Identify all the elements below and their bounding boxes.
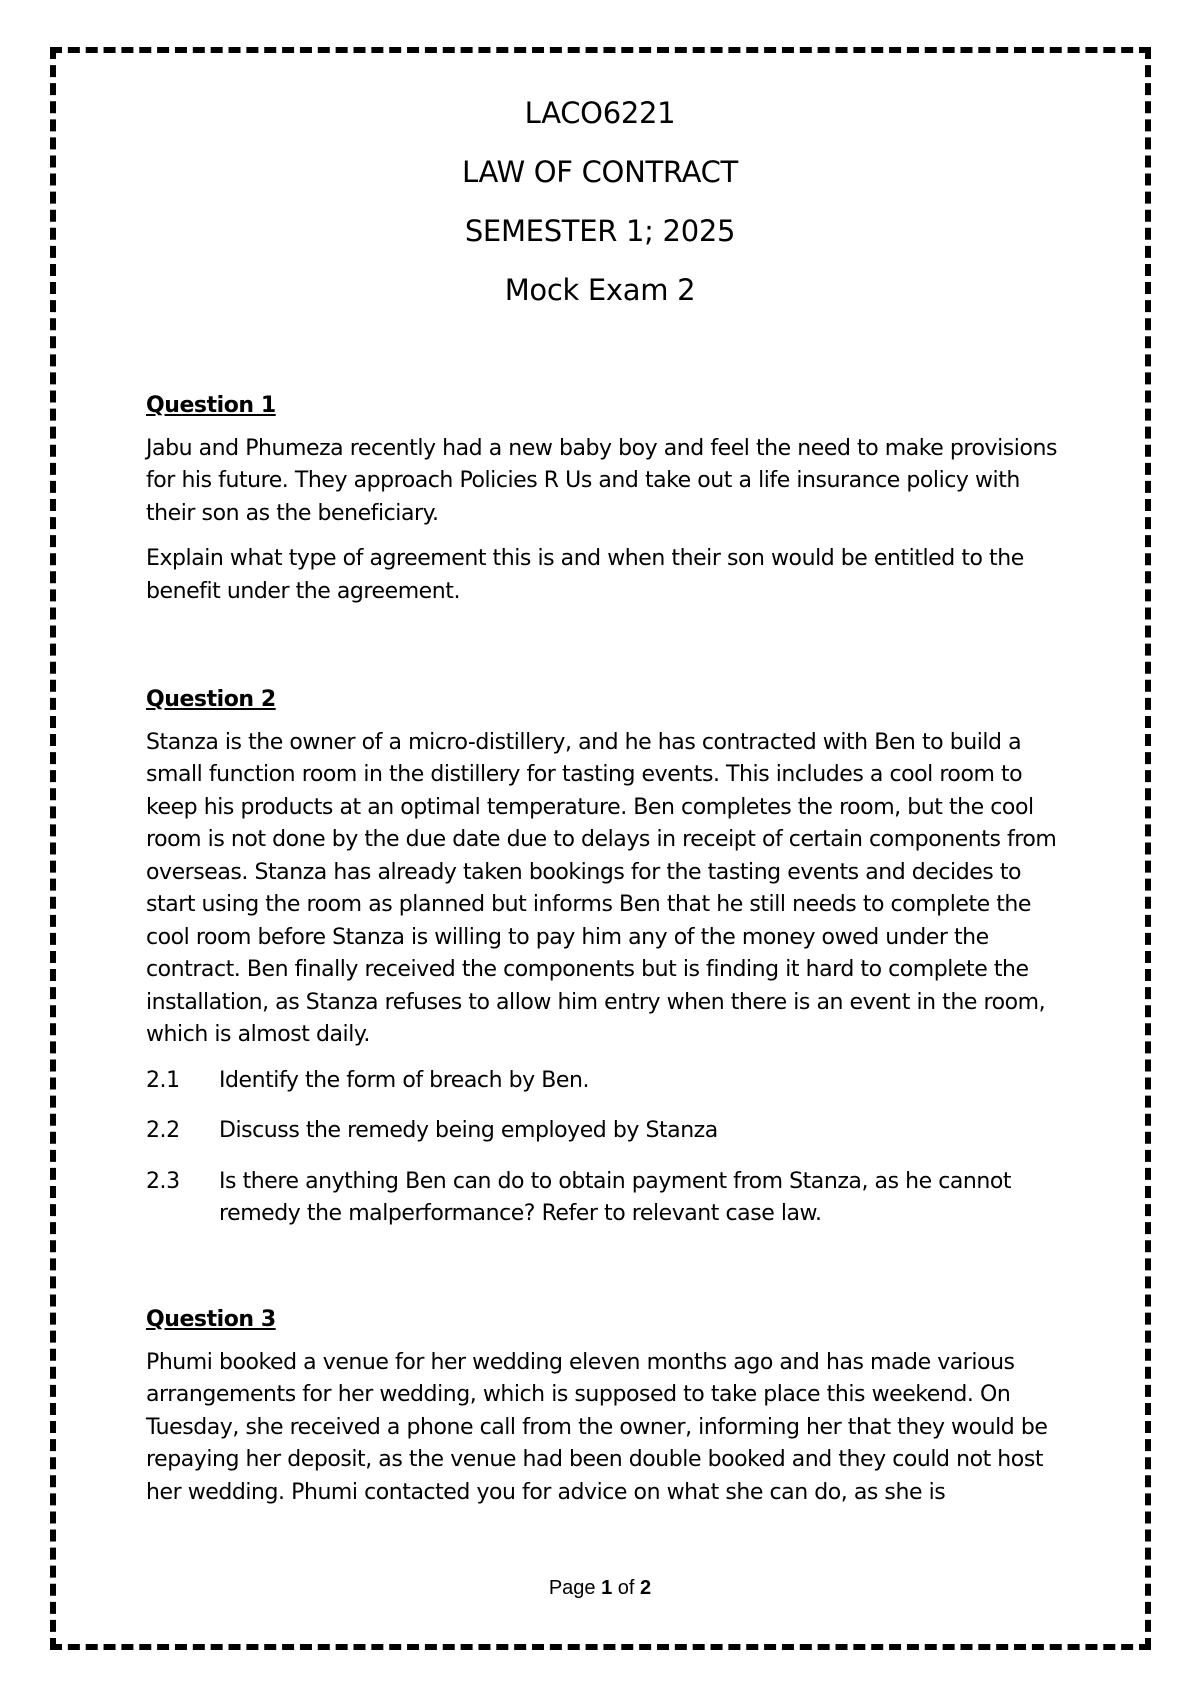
total-pages-number: 2: [640, 1577, 652, 1599]
exam-title: Mock Exam 2: [504, 273, 696, 307]
sub-question-number: 2.2: [146, 1118, 180, 1143]
current-page-number: 1: [601, 1577, 613, 1599]
sub-question-number: 2.3: [146, 1168, 180, 1194]
question-heading: Question 2: [146, 687, 276, 712]
question-paragraph: Phumi booked a venue for her wedding eleven months ago and has made various arrangements for her wedding, which is supposed to take place this weekend. On Tuesday, she received a phone call from the owner, informing her that they would be repaying her deposit, as the venue had been double booked and they could not host her wedding. Phumi contacted you for advice on what she can do, as she is: [146, 1349, 1048, 1505]
sub-question: [146, 1115, 1066, 1148]
question-2: [146, 684, 1066, 1249]
of-word: of: [617, 1577, 635, 1599]
course-code: LACO6221: [524, 96, 676, 130]
title-block: [0, 98, 1200, 334]
sub-question: [146, 1166, 1066, 1231]
question-heading: Question 1: [146, 393, 276, 418]
question-paragraph: Jabu and Phumeza recently had a new baby boy and feel the need to make provisions for his future. They approach Policies R Us and take out a life insurance policy with their son as the beneficiary.: [146, 435, 1057, 526]
question-paragraph: Explain what type of agreement this is and when their son would be entitled to the benefit under the agreement.: [146, 546, 1024, 604]
sub-question: [146, 1065, 1066, 1098]
sub-question-text: Identify the form of breach by Ben.: [219, 1067, 589, 1093]
course-name: LAW OF CONTRACT: [462, 155, 738, 189]
question-3: [146, 1304, 1066, 1522]
sub-question-text: Is there anything Ben can do to obtain payment from Stanza, as he cannot remedy the malperformance? Refer to relevant case law.: [219, 1168, 1012, 1226]
semester: SEMESTER 1; 2025: [464, 214, 736, 248]
question-1: [146, 390, 1066, 621]
sub-question-text: Discuss the remedy being employed by Stanza: [219, 1118, 718, 1143]
sub-question-number: 2.1: [146, 1067, 180, 1093]
question-heading: Question 3: [146, 1307, 276, 1332]
page-footer: [0, 1577, 1200, 1600]
question-paragraph: Stanza is the owner of a micro-distillery, and he has contracted with Ben to build a small function room in the distillery for tasting events. This includes a cool room to keep his products at an optimal temperature. Ben completes the room, but the cool room is not done by the due date due to delays in receipt of certain components from overseas. Stanza has already taken bookings for the tasting events and decides to start using the room as planned but informs Ben that he still needs to complete the cool room before Stanza is willing to pay him any of the money owed under the contract. Ben finally received the components but is finding it hard to complete the installation, as Stanza refuses to allow him entry when there is an event in the room, which is almost daily.: [146, 729, 1057, 1047]
page-word: Page: [548, 1577, 596, 1599]
